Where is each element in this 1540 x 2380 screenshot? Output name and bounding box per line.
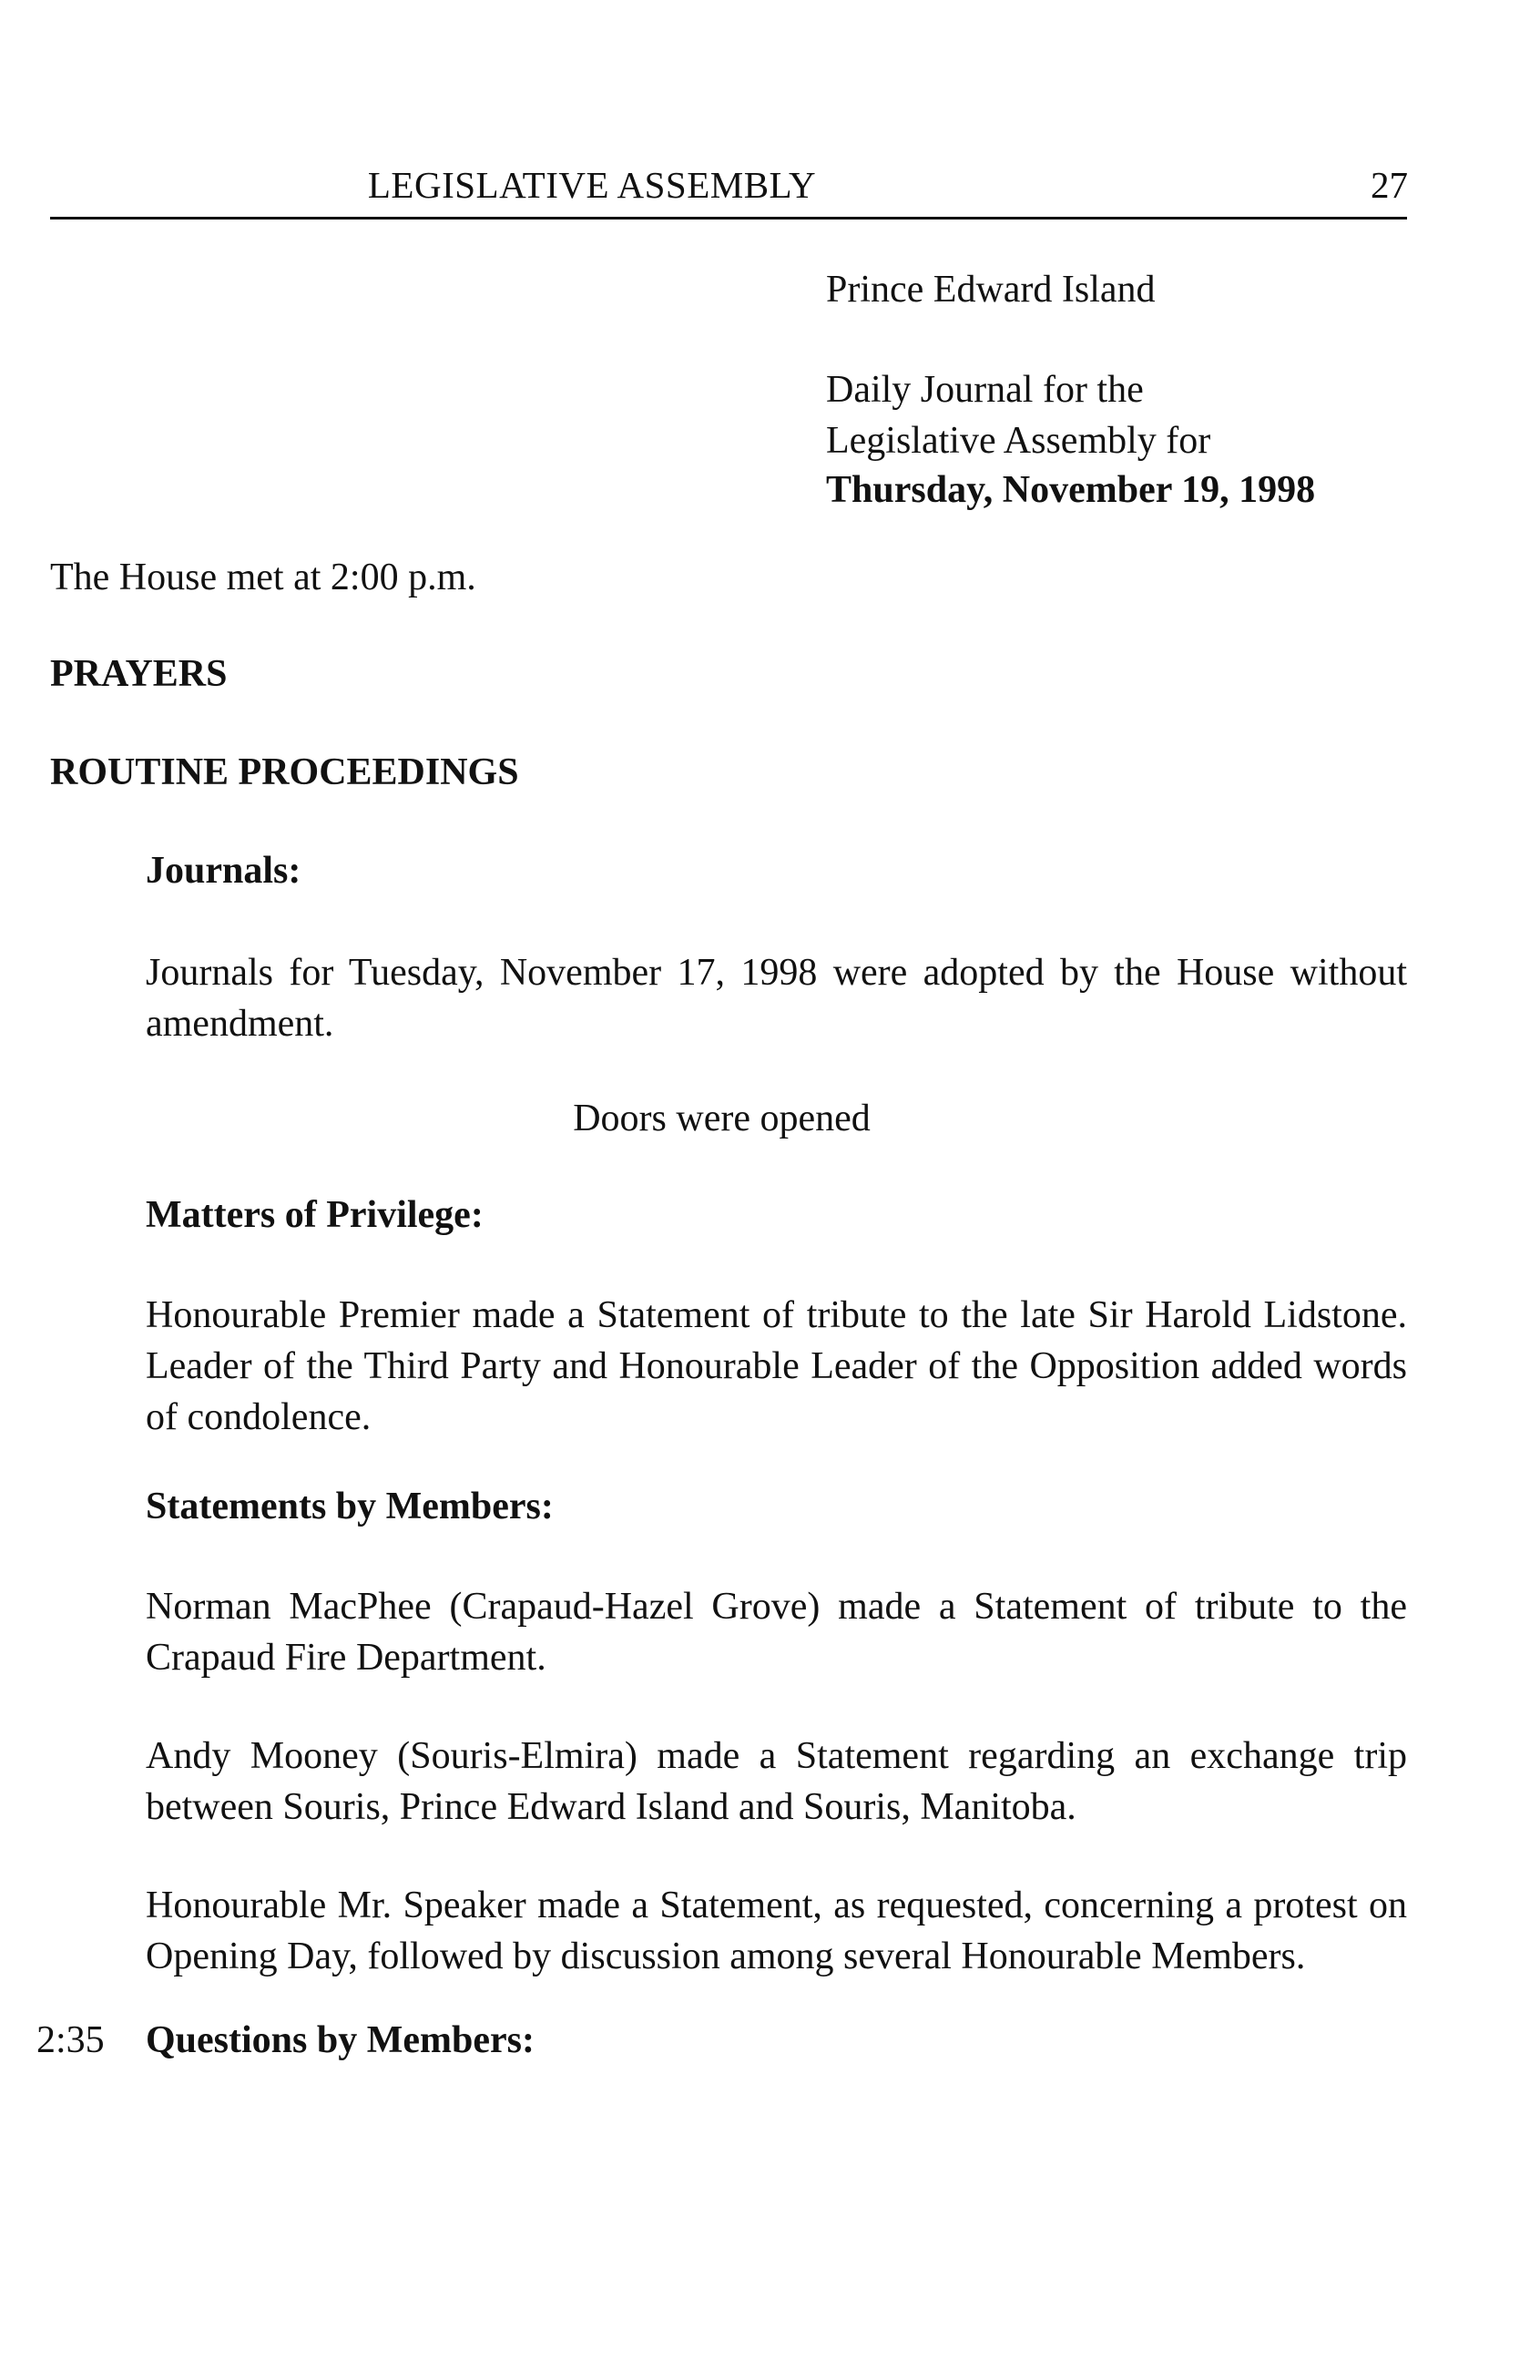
header-rule [50,217,1407,220]
journal-line-2: Legislative Assembly for [826,420,1211,462]
province-name: Prince Edward Island [826,269,1156,311]
statement-item: Norman MacPhee (Crapaud-Hazel Grove) made a Statement of tribute to the Crapaud Fire Department. [146,1586,1407,1679]
prayers-heading: PRAYERS [50,653,228,695]
journal-line-1: Daily Journal for the [826,369,1144,411]
routine-proceedings-heading: ROUTINE PROCEEDINGS [50,751,519,793]
statement-item: Andy Mooney (Souris-Elmira) made a Statement regarding an exchange trip between Souris, Prince Edward Island and Souris, Manitoba. [146,1735,1407,1828]
page-number: 27 [1371,164,1408,206]
privilege-text: Honourable Premier made a Statement of tribute to the late Sir Harold Lidstone. Leader of the Third Party and Honourable Leader of the Opposition added words of condolence. [146,1294,1407,1438]
journal-date: Thursday, November 19, 1998 [826,469,1316,511]
house-met-time: The House met at 2:00 p.m. [50,557,476,598]
statement-item: Honourable Mr. Speaker made a Statement, as requested, concerning a protest on Opening Day, followed by discussion among several Honourable Members. [146,1885,1407,1977]
questions-time: 2:35 [36,2019,105,2061]
privilege-heading: Matters of Privilege: [146,1194,484,1236]
doors-opened-note: Doors were opened [573,1098,871,1139]
header-title: LEGISLATIVE ASSEMBLY [367,164,817,206]
questions-heading: Questions by Members: [146,2019,535,2061]
journals-heading: Journals: [146,850,301,892]
journals-text: Journals for Tuesday, November 17, 1998 were adopted by the House without amendment. [146,952,1407,1045]
statements-heading: Statements by Members: [146,1486,554,1527]
